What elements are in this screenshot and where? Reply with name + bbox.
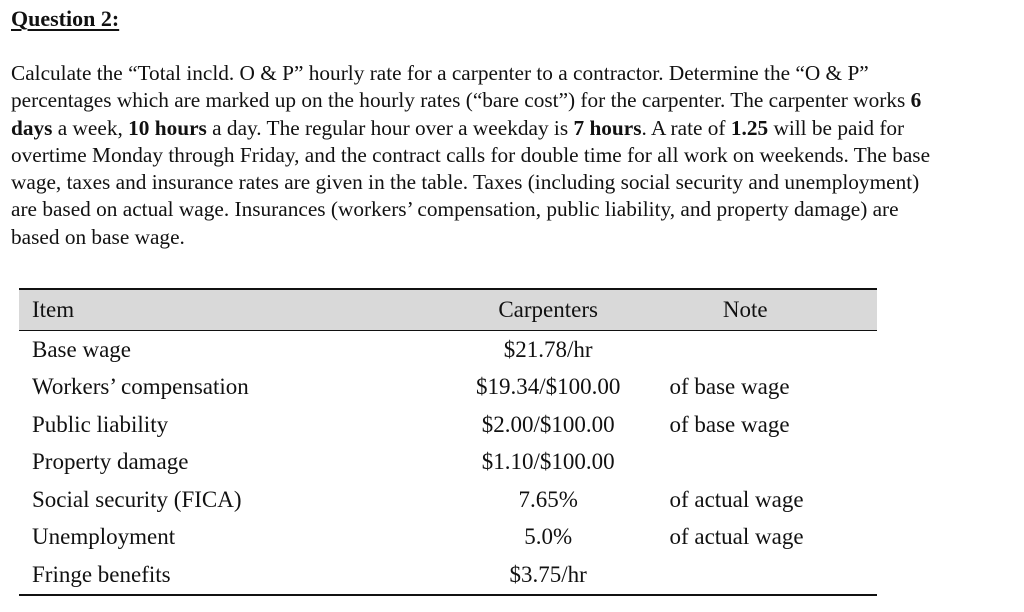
- row-note: [669, 331, 877, 369]
- row-value: $19.34/$100.00: [475, 374, 621, 400]
- row-value: $2.00/$100.00: [481, 411, 615, 437]
- question-heading: Question 2:: [11, 6, 120, 31]
- para-bold-rate: 1.25: [730, 115, 769, 140]
- header-carpenters: Carpenters: [427, 289, 670, 331]
- table-row: [19, 519, 877, 557]
- row-note: of actual wage: [669, 486, 804, 512]
- para-text-2: a week,: [52, 115, 129, 140]
- para-bold-days: 6 days: [11, 88, 922, 140]
- question-paragraph: [11, 60, 931, 251]
- header-note: Note: [669, 289, 877, 331]
- para-text-1: Calculate the “Total incld. O & P” hourly rate for a carpenter to a contractor. Determine the “O & P” percentages which are marked up on the hourly rates (“bare cost”) for the carpenter. The carpenter works: [11, 61, 911, 113]
- row-item: Workers’ compensation: [32, 374, 249, 400]
- row-item: Base wage: [32, 336, 131, 362]
- table-row: [19, 406, 877, 444]
- row-value: $1.10/$100.00: [481, 449, 615, 475]
- row-note: of actual wage: [669, 524, 804, 550]
- header-item: Item: [19, 289, 427, 331]
- table-header-row: [19, 289, 877, 331]
- row-item: Fringe benefits: [19, 556, 427, 595]
- table-row: [19, 481, 877, 519]
- row-note: [669, 444, 877, 482]
- row-item: Public liability: [32, 411, 169, 437]
- row-note: of base wage: [669, 411, 790, 437]
- row-item: Unemployment: [32, 524, 176, 550]
- para-bold-hours: 10 hours: [128, 115, 207, 140]
- rates-table: [19, 288, 877, 596]
- table-row: [19, 444, 877, 482]
- table-row: [19, 331, 877, 369]
- row-item: Social security (FICA): [32, 486, 242, 512]
- table-row: [19, 556, 877, 595]
- row-value: 7.65%: [518, 486, 578, 512]
- row-note: of base wage: [669, 374, 790, 400]
- para-bold-regular-hours: 7 hours: [573, 115, 642, 140]
- table-row: [19, 369, 877, 407]
- para-text-4: . A rate of: [641, 115, 731, 140]
- row-note: [669, 556, 877, 595]
- row-value: 5.0%: [524, 524, 573, 550]
- para-text-5: will be paid for overtime Monday through Friday, and the contract calls for double time for all work on weekends. The base wage, taxes and insurance rates are given in the table. Taxes (including social security and unemployment) are based on actual wage. Insurances (workers’ compensation, public liability, and property damage) are based on base wage.: [11, 115, 931, 249]
- row-value: $21.78/hr: [503, 336, 593, 362]
- para-text-3: a day. The regular hour over a weekday is: [206, 115, 574, 140]
- row-value: $3.75/hr: [427, 556, 670, 595]
- row-item: Property damage: [32, 449, 189, 475]
